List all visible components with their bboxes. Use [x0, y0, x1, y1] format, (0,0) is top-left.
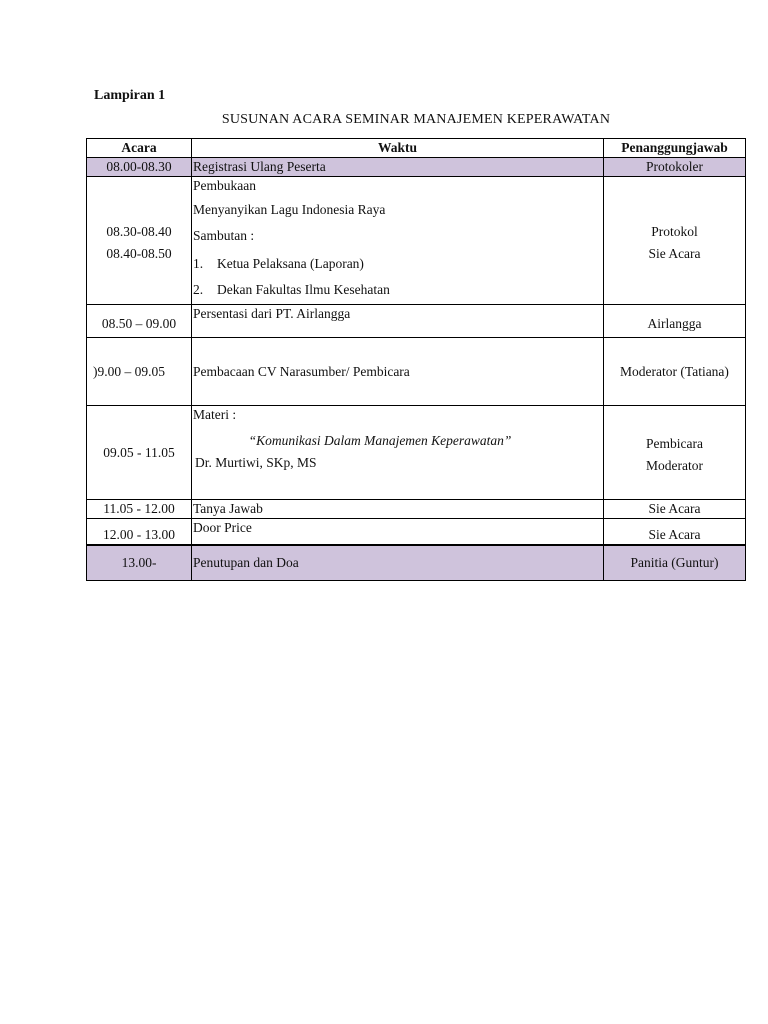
- time-cell: 08.00-08.30: [87, 158, 192, 177]
- activity-cell: Tanya Jawab: [192, 500, 604, 519]
- activity-cell: Door Price: [192, 519, 604, 545]
- column-header-acara: Acara: [87, 139, 192, 158]
- responsible-cell: Panitia (Guntur): [604, 545, 746, 581]
- table-row: [87, 158, 746, 177]
- table-row: [87, 177, 746, 305]
- document-title: SUSUNAN ACARA SEMINAR MANAJEMEN KEPERAWATAN: [221, 112, 611, 127]
- list-text: Ketua Pelaksana (Laporan): [217, 256, 364, 271]
- speaker-name: Dr. Murtiwi, SKp, MS: [195, 455, 317, 470]
- responsible-cell: Sie Acara: [604, 500, 746, 519]
- attachment-label: Lampiran 1: [94, 88, 166, 103]
- table-header-row: [87, 139, 746, 158]
- table-row: [87, 519, 746, 545]
- table-row: [87, 500, 746, 519]
- responsible-cell: [604, 406, 746, 500]
- responsible-cell: Protokoler: [604, 158, 746, 177]
- responsible-value: Sie Acara: [648, 245, 701, 261]
- activity-line: Pembukaan: [193, 178, 256, 193]
- time-value: 08.40-08.50: [106, 245, 172, 261]
- time-cell: 12.00 - 13.00: [87, 519, 192, 545]
- responsible-value: Protokol: [651, 223, 698, 239]
- activity-cell: Persentasi dari PT. Airlangga: [192, 305, 604, 338]
- list-number: 1.: [193, 256, 204, 271]
- column-header-waktu: Waktu: [192, 139, 604, 158]
- table-row: [87, 305, 746, 338]
- activity-line: Menyanyikan Lagu Indonesia Raya: [193, 202, 386, 217]
- activity-line: Materi :: [193, 407, 237, 422]
- time-cell: [87, 177, 192, 305]
- table-row: [87, 406, 746, 500]
- activity-cell: [192, 406, 604, 500]
- schedule-table: [86, 138, 746, 581]
- list-text: Dekan Fakultas Ilmu Kesehatan: [217, 282, 390, 297]
- time-cell: 13.00-: [87, 545, 192, 581]
- material-title: “Komunikasi Dalam Manajemen Keperawatan”: [248, 433, 512, 448]
- responsible-cell: Sie Acara: [604, 519, 746, 545]
- activity-cell: [192, 177, 604, 305]
- responsible-cell: Airlangga: [604, 305, 746, 338]
- time-cell: 09.05 - 11.05: [87, 406, 192, 500]
- table-row: [87, 545, 746, 581]
- activity-cell: Penutupan dan Doa: [192, 545, 604, 581]
- table-row: [87, 338, 746, 406]
- responsible-cell: Moderator (Tatiana): [604, 338, 746, 406]
- activity-line: Sambutan :: [193, 228, 255, 243]
- column-header-penanggungjawab: Penanggungjawab: [604, 139, 746, 158]
- time-cell: )9.00 – 09.05: [87, 338, 192, 406]
- time-value: 08.30-08.40: [106, 223, 172, 239]
- time-cell: 11.05 - 12.00: [87, 500, 192, 519]
- activity-cell: Registrasi Ulang Peserta: [192, 158, 604, 177]
- activity-cell: Pembacaan CV Narasumber/ Pembicara: [192, 338, 604, 406]
- responsible-value: Moderator: [646, 457, 703, 473]
- list-item: [193, 251, 601, 277]
- list-item: [193, 277, 601, 303]
- responsible-cell: [604, 177, 746, 305]
- responsible-value: Pembicara: [646, 435, 703, 451]
- time-cell: 08.50 – 09.00: [87, 305, 192, 338]
- list-number: 2.: [193, 282, 204, 297]
